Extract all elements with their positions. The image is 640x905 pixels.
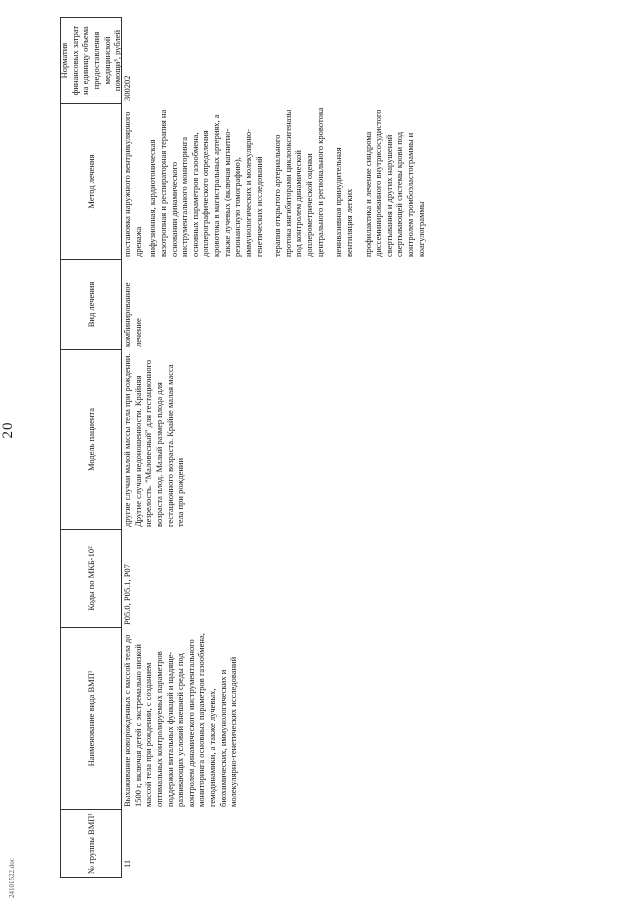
cell-treatment-method <box>120 104 640 260</box>
footer-doc-code: 24101522.doc <box>8 858 16 898</box>
method-item: терапия открытого артериального протока ингибиторами циклооксигеназы под контролем динамической доплерометрической оценки центрального и регионального кровотока <box>272 107 325 257</box>
header-cost-norm: Норматив финансовых затрат на единицу объема предоставления медицинской помощи³, рублей <box>61 17 121 103</box>
header-treatment-type: Вид лечения <box>61 259 121 349</box>
method-continuation: постановка наружного вентрикулярного дренажа <box>122 111 143 257</box>
method-item: профилактика и лечение синдрома диссеминированного внутрисосудистого свертывания и других нарушений свертывающей системы крови под контролем тромбоэластограммы и коагулограммы <box>362 109 426 257</box>
rotated-page-content <box>60 18 640 878</box>
cell-cost-norm: 300202 <box>122 75 132 101</box>
cell-name: Выхаживание новорожденных с массой тела до 1500 г, включая детей с экстремально низкой массой тела при рождении, с созданием оптимальных контролируемых параметров поддержки витальных функций и щадяще-развивающих условий внешней среды под контролем динамического инструментального мониторинга основных параметров газообмена, гемодинамики, а также лучевых, биохимических, иммунологических и молекулярно-генетических исследований <box>122 633 239 807</box>
cell-group-no: 11 <box>122 859 132 868</box>
page-number: 20 <box>0 421 16 439</box>
header-patient-model: Модель пациента <box>61 349 121 529</box>
header-treatment-method: Метод лечения <box>61 103 121 259</box>
table-header-row <box>60 17 122 878</box>
header-mkb-codes: Коды по МКБ-10² <box>61 529 121 627</box>
method-item: неинвазивная принудительная вентиляция легких <box>333 147 354 257</box>
header-group-no: № группы ВМП¹ <box>61 809 121 877</box>
header-name: Наименование вида ВМП¹ <box>61 627 121 809</box>
table-row <box>120 18 640 878</box>
cell-mkb-codes: P05.0, P05.1, P07 <box>122 564 132 625</box>
cell-treatment-type: комбинированное лечение <box>122 282 143 347</box>
method-item: инфузионная, кардиотоническая вазотропная и респираторная терапия на основании динамического инструментального мониторинга основных параметров газообмена, доплерографического определения кровотока в магистральных артериях, а также лучевых (включая магнитно-резонансную томографию), иммунологических и молекулярно-генетических исследований <box>147 109 264 257</box>
cell-patient-model: другие случаи малой массы тела при рождении. Другие случаи недоношенности. Крайняя незрелость. "Маловесный" для гестационного возраста плод. Малый размер плода для гестационного возраста. Крайне малая масса тела при рождении <box>122 353 186 527</box>
vmp-table <box>60 18 640 878</box>
